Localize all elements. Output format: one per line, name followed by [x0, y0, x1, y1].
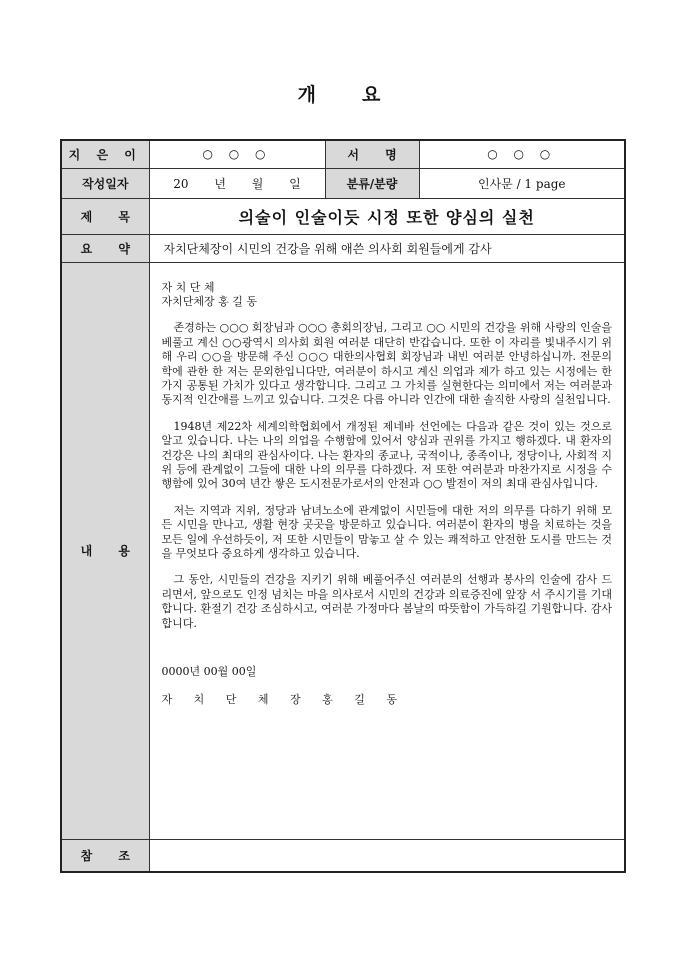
subject-label: 제 목 [61, 198, 149, 234]
paragraph-1: 존경하는 ○○○ 회장님과 ○○○ 총회의장님, 그리고 ○○ 시민의 건강을 위해 사랑의 인술을 베풀고 계신 ○○광역시 의사회 회원 여러분 대단히 반갑습니다. 또한 이 자리를 빛내주시기 위해 우리 ○○을 방문해 주신 ○○○ 대한의사협회 회장님과 내빈 여러분 안녕하십니까. 전문의학에 관한 한 저는 문외한입니다만, 여러분이 하시고 계신 의업과 제가 하고 있는 시정에는 한 가지 공통된 가치가 있다고 생각합니다. 그리고 그 가치를 실현한다는 의미에서 저는 여러분과 동지적 인간애를 느끼고 있습니다. 그것은 다름 아니라 인간에 대한 솔직한 사랑의 실천입니다. [161, 321, 612, 407]
author-value: ○ ○ ○ [149, 140, 325, 168]
paragraph-2: 1948년 제22차 세계의학협회에서 개정된 제네바 선언에는 다음과 같은 것이 있는 것으로 알고 있습니다. 나는 나의 의업을 수행함에 있어서 양심과 권위를 가지고 행하겠다. 내 환자의 건강은 나의 최대의 관심사이다. 나는 환자의 종교나, 국적이나, 종족이나, 정당이나, 사회적 지위 등에 관계없이 그들에 대한 나의 의무를 다하겠다. 저 또한 여러분과 마찬가지로 시정을 수행함에 있어 30여 년간 쌓은 도시전문가로서의 안전과 ○○ 발전이 저의 최대 관심사입니다. [161, 419, 612, 491]
content-label: 내 용 [61, 262, 149, 839]
category-label: 분류/분량 [325, 168, 419, 198]
closing-date: 0000년 00월 00일 [161, 665, 257, 679]
paragraph-4: 그 동안, 시민들의 건강을 지키기 위해 베풀어주신 여러분의 선행과 봉사의 인술에 감사 드리면서, 앞으로도 인정 넘치는 마을 의사로서 시민의 건강과 의료증진에 앞장 서 주시기를 기대합니다. 환절기 건강 조심하시고, 여러분 가정마다 봄날의 따뜻함이 가득하길 기원합니다. 감사합니다. [161, 573, 612, 630]
reference-label: 참 조 [61, 839, 149, 872]
sender-name: 자치단체장 홍 길 동 [161, 294, 257, 308]
content-row [61, 262, 625, 839]
date-value: 20 년 월 일 [149, 168, 325, 198]
subject-value: 의술이 인술이듯 시정 또한 양심의 실천 [149, 198, 625, 234]
date-row [61, 168, 625, 198]
category-value: 인사문 / 1 page [419, 168, 625, 198]
author-label: 지 은 이 [61, 140, 149, 168]
summary-label: 요 약 [61, 234, 149, 262]
subject-row [61, 198, 625, 234]
date-label: 작성일자 [61, 168, 149, 198]
author-row [61, 140, 625, 168]
document-title [0, 80, 680, 107]
closing-name: 자 치 단 체 장 홍 길 동 [161, 693, 406, 707]
reference-value [149, 839, 625, 872]
summary-form-table [60, 139, 626, 873]
document-title-part-2: 요 [362, 84, 383, 106]
letter-body [150, 263, 625, 708]
document-title-part-1: 개 [297, 84, 318, 106]
paragraph-3: 저는 지역과 지위, 정당과 남녀노소에 관계없이 시민들에 대한 저의 의무를 다하기 위해 모든 시민을 만나고, 생활 현장 곳곳을 방문하고 있습니다. 여러분이 환자의 병을 치료하는 것을 모든 일에 우선하듯이, 저 또한 시민들이 맘놓고 살 수 있는 쾌적하고 안전한 도시를 만드는 것을 무엇보다 중요하게 생각하고 있습니다. [161, 503, 612, 560]
summary-value: 자치단체장이 시민의 건강을 위해 애쓴 의사회 회원들에게 감사 [149, 234, 625, 262]
sender-org: 자 치 단 체 [161, 280, 215, 294]
reference-row [61, 839, 625, 872]
summary-row [61, 234, 625, 262]
content-cell [149, 262, 625, 839]
booktitle-label: 서 명 [325, 140, 419, 168]
booktitle-value: ○ ○ ○ [419, 140, 625, 168]
